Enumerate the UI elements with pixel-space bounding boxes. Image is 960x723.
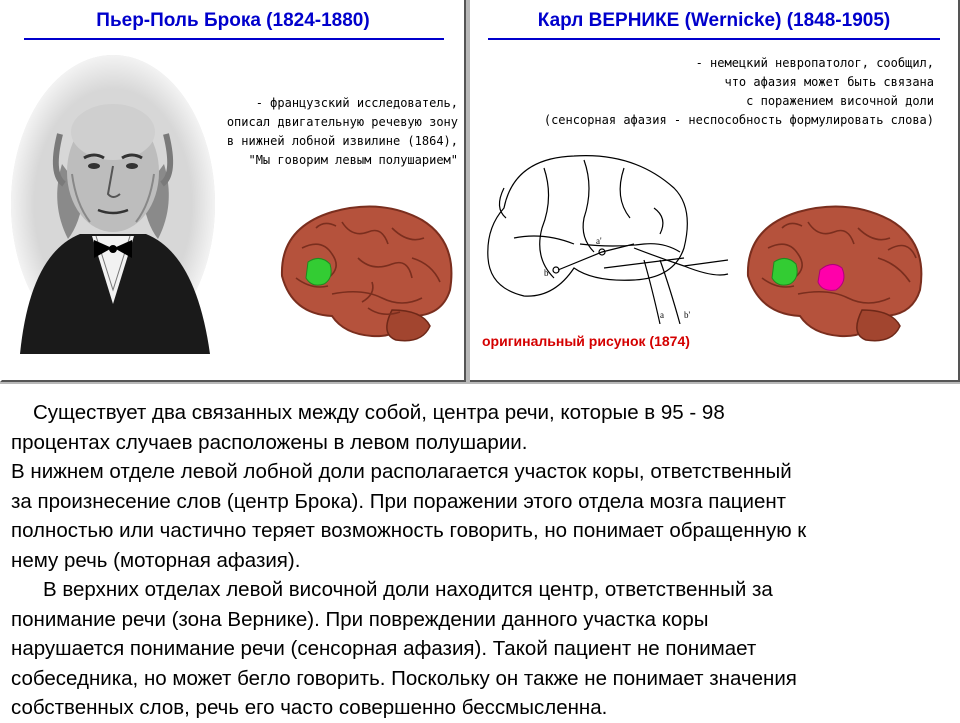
bio-line: описал двигательную речевую зону <box>226 115 458 129</box>
text-line: полностью или частично теряет возможность говорить, но понимает обращенную к <box>11 519 807 542</box>
bio-line: с поражением височной доли <box>746 94 934 108</box>
portrait-icon <box>10 54 216 354</box>
wernicke-bio <box>544 54 934 130</box>
bio-line: в нижней лобной извилине (1864), <box>226 134 458 148</box>
text-line: процентах случаев расположены в левом полушарии. <box>11 430 528 454</box>
body-text <box>11 398 941 723</box>
text-line: В верхних отделах левой височной доли находится центр, ответственный за <box>43 578 773 601</box>
bio-line: - немецкий невропатолог, сообщил, <box>695 56 934 70</box>
broca-bio <box>227 94 458 170</box>
bio-line: (сенсорная афазия - неспособность формулировать слова) <box>543 113 934 127</box>
drawing-label: a <box>660 310 664 320</box>
text-line: собственных слов, речь его часто совершенно бессмысленна. <box>11 696 608 719</box>
broca-title: Пьер-Поль Брока (1824-1880) <box>96 10 370 31</box>
drawing-caption: оригинальный рисунок (1874) <box>482 333 690 349</box>
text-line: нарушается понимание речи (сенсорная афазия). Такой пациент не понимает <box>11 637 757 660</box>
drawing-label: b' <box>684 310 691 320</box>
text-line: собеседника, но может бегло говорить. Поскольку он также не понимает значения <box>11 666 797 690</box>
bio-line: что афазия может быть связана <box>724 75 934 89</box>
text-line: В нижнем отделе левой лобной доли располагается участок коры, ответственный <box>11 460 792 483</box>
text-line: понимание речи (зона Вернике). При повреждении данного участка коры <box>11 607 709 631</box>
original-drawing-icon <box>484 148 734 324</box>
brain-wernicke-icon <box>738 198 934 348</box>
title-underline <box>488 38 940 40</box>
brain-broca-icon <box>272 198 462 348</box>
text-line: за произнесение слов (центр Брока). При поражении этого отдела мозга пациент <box>11 489 787 513</box>
text-line: нему речь (моторная афазия). <box>11 548 301 572</box>
wernicke-panel <box>470 0 960 382</box>
wernicke-title: Карл ВЕРНИКЕ (Wernicke) (1848-1905) <box>537 10 891 31</box>
broca-panel <box>0 0 466 382</box>
drawing-label: b <box>544 268 549 278</box>
drawing-label: a' <box>596 236 602 246</box>
bio-line: "Мы говорим левым полушарием" <box>248 153 458 167</box>
text-line: Существует два связанных между собой, центра речи, которые в 95 - 98 <box>33 401 725 424</box>
title-underline <box>24 38 444 40</box>
bio-line: - французский исследователь, <box>255 96 458 110</box>
